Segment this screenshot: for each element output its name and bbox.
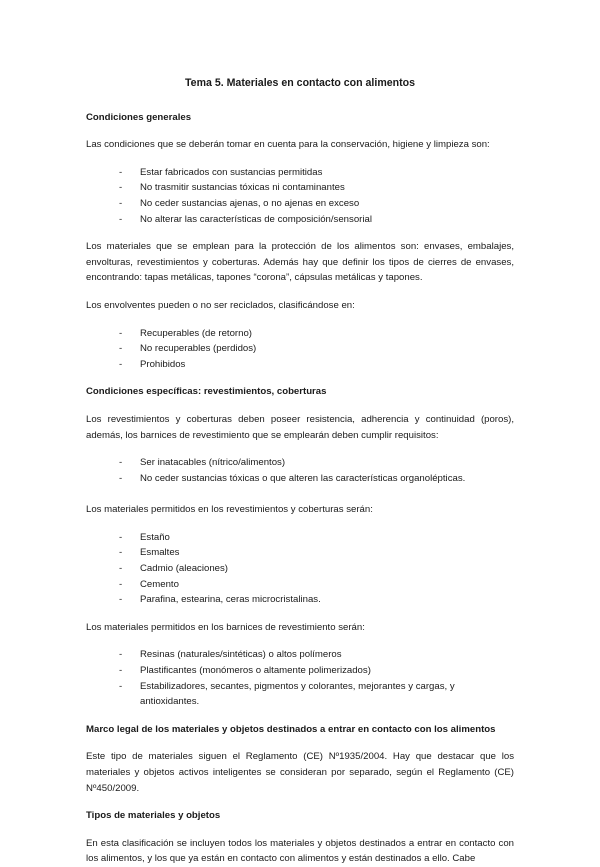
paragraph-especificas-intro: Los revestimientos y coberturas deben poseer resistencia, adherencia y continuidad (poros), además, los barnices de revestimiento que se emplearán deben cumplir requisitos: — [86, 413, 514, 441]
section-heading-tipos: Tipos de materiales y objetos — [86, 810, 221, 822]
paragraph-materiales-proteccion: Los materiales que se emplean para la protección de los alimentos son: envases, embalajes, envolturas, revestimientos y coberturas. Además hay que definir los tipos de cierres de envases, encontrando: tapas metálicas, tapones “corona”, cápsulas metálicas y tapones. — [86, 241, 514, 284]
list-item: - Recuperables (de retorno) — [119, 326, 514, 342]
list-envolventes — [86, 326, 514, 373]
list-item: - Plastificantes (monómeros o altamente polimerizados) — [119, 663, 514, 679]
list-item: - Esmaltes — [119, 545, 514, 561]
paragraph-generales-intro: Las condiciones que se deberán tomar en cuenta para la conservación, higiene y limpieza son: — [86, 139, 490, 151]
list-item: - Estaño — [119, 530, 514, 546]
list-item: - Estabilizadores, secantes, pigmentos y colorantes, mejorantes y cargas, y antioxidantes. — [119, 679, 514, 710]
list-item: - Resinas (naturales/sintéticas) o altos polímeros — [119, 647, 514, 663]
paragraph-marco-legal: Este tipo de materiales siguen el Reglamento (CE) Nº1935/2004. Hay que destacar que los materiales y objetos activos inteligentes se consideran por separado, según el Reglamento (CE) Nº450/2009. — [86, 751, 514, 794]
section-heading-marco-legal: Marco legal de los materiales y objetos destinados a entrar en contacto con los alimentos — [86, 723, 496, 735]
list-item: - No ceder sustancias ajenas, o no ajenas en exceso — [119, 196, 514, 212]
list-item: - No alterar las características de composición/sensorial — [119, 212, 514, 228]
list-item: - Cemento — [119, 577, 514, 593]
list-item: - No recuperables (perdidos) — [119, 341, 514, 357]
page-title: Tema 5. Materiales en contacto con alimentos — [185, 77, 415, 89]
paragraph-barnices: Los materiales permitidos en los barnices de revestimiento serán: — [86, 621, 365, 633]
list-item: - Cadmio (aleaciones) — [119, 561, 514, 577]
list-revestimientos — [86, 530, 514, 608]
list-item: - Prohibidos — [119, 357, 514, 373]
paragraph-envolventes: Los envolventes pueden o no ser reciclados, clasificándose en: — [86, 299, 355, 311]
list-item: - Estar fabricados con sustancias permitidas — [119, 165, 514, 181]
list-generales — [86, 165, 514, 227]
paragraph-revestimientos: Los materiales permitidos en los revestimientos y coberturas serán: — [86, 504, 373, 516]
paragraph-tipos: En esta clasificación se incluyen todos los materiales y objetos destinados a entrar en contacto con los alimentos, y los que ya están en contacto con alimentos y están destinados a ello. Cabe — [86, 837, 514, 865]
section-heading-especificas: Condiciones específicas: revestimientos, coberturas — [86, 386, 327, 398]
list-item: - Ser inatacables (nítrico/alimentos) — [119, 455, 514, 471]
list-barnices — [86, 647, 514, 709]
list-requisitos — [86, 455, 514, 486]
section-heading-generales: Condiciones generales — [86, 111, 192, 123]
list-item: - No trasmitir sustancias tóxicas ni contaminantes — [119, 180, 514, 196]
list-item: - Parafina, estearina, ceras microcristalinas. — [119, 592, 514, 608]
list-item: - No ceder sustancias tóxicas o que alteren las características organolépticas. — [119, 471, 514, 487]
